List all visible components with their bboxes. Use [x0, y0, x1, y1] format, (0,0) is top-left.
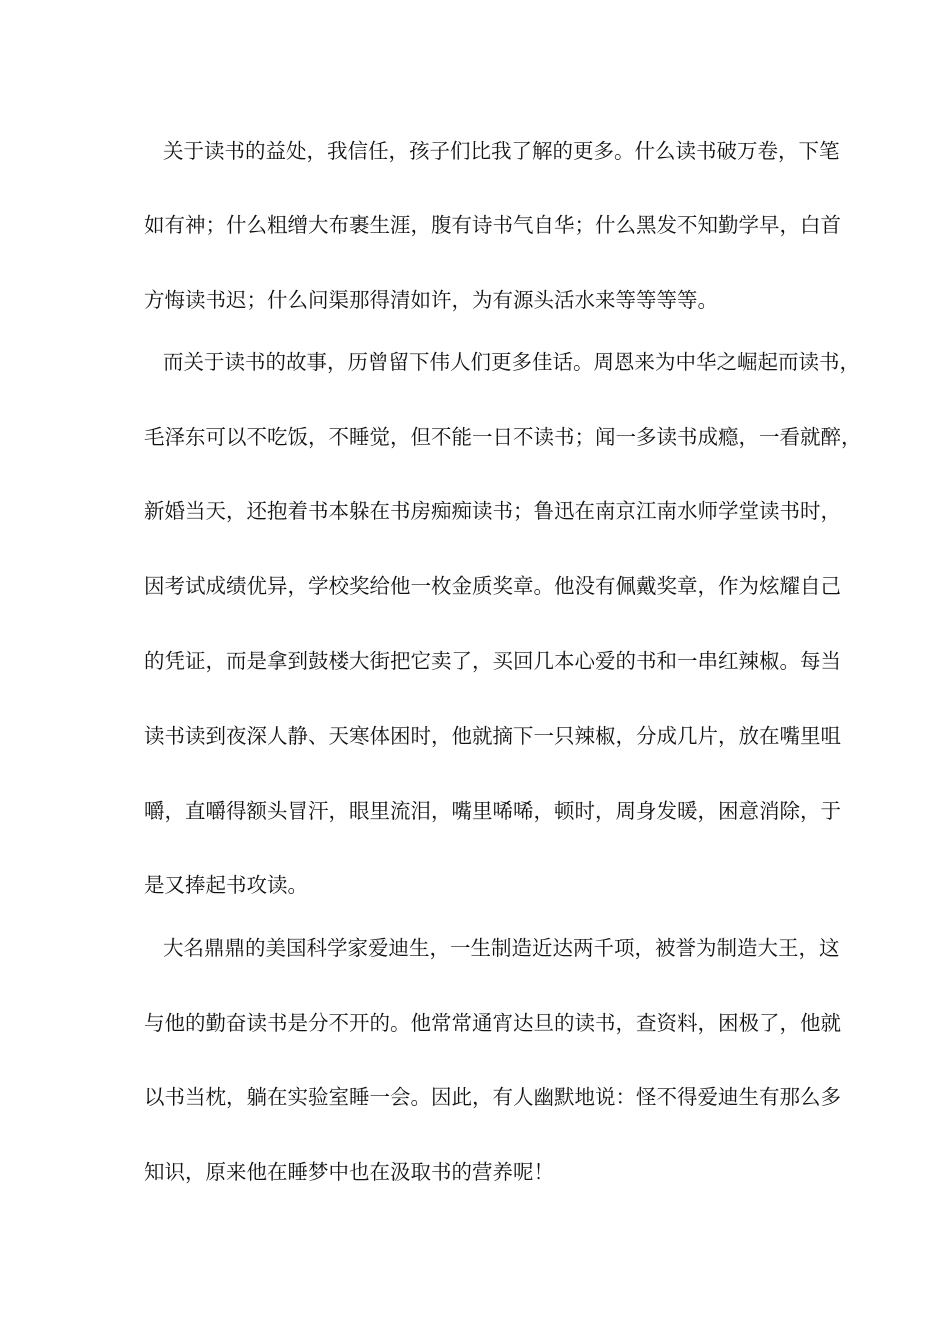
paragraph-2-line-2: 毛泽东可以不吃饭，不睡觉，但不能一日不读书；闻一多读书成瘾，一看就醉， — [144, 425, 862, 449]
paragraph-1-line-2: 如有神；什么粗缯大布裹生涯，腹有诗书气自华；什么黑发不知勤学早，白首 — [144, 213, 841, 237]
paragraph-3-line-2: 与他的勤奋读书是分不开的。他常常通宵达旦的读书，查资料，困极了，他就 — [144, 1011, 841, 1035]
paragraph-2-line-1: 而关于读书的故事，历曾留下伟人们更多佳话。周恩来为中华之崛起而读书， — [163, 350, 860, 374]
paragraph-1-line-3: 方悔读书迟；什么问渠那得清如许，为有源头活水来等等等等。 — [144, 288, 718, 312]
paragraph-2-line-4: 因考试成绩优异，学校奖给他一枚金质奖章。他没有佩戴奖章，作为炫耀自己 — [144, 574, 841, 598]
paragraph-3-line-4: 知识，原来他在睡梦中也在汲取书的营养呢！ — [144, 1160, 554, 1184]
paragraph-1-line-1: 关于读书的益处，我信任，孩子们比我了解的更多。什么读书破万卷，下笔 — [163, 139, 840, 163]
paragraph-2-line-7: 嚼，直嚼得额头冒汗，眼里流泪，嘴里唏唏，顿时，周身发暖，困意消除，于 — [144, 799, 841, 823]
paragraph-3-line-3: 以书当枕，躺在实验室睡一会。因此，有人幽默地说：怪不得爱迪生有那么多 — [144, 1085, 841, 1109]
paragraph-2-line-3: 新婚当天，还抱着书本躲在书房痴痴读书；鲁迅在南京江南水师学堂读书时， — [144, 499, 841, 523]
paragraph-2-line-8: 是又捧起书攻读。 — [144, 873, 308, 897]
paragraph-2-line-6: 读书读到夜深人静、天寒体困时，他就摘下一只辣椒，分成几片，放在嘴里咀 — [144, 724, 841, 748]
paragraph-3-line-1: 大名鼎鼎的美国科学家爱迪生，一生制造近达两千项，被誉为制造大王，这 — [163, 936, 840, 960]
paragraph-2-line-5: 的凭证，而是拿到鼓楼大街把它卖了，买回几本心爱的书和一串红辣椒。每当 — [144, 649, 841, 673]
